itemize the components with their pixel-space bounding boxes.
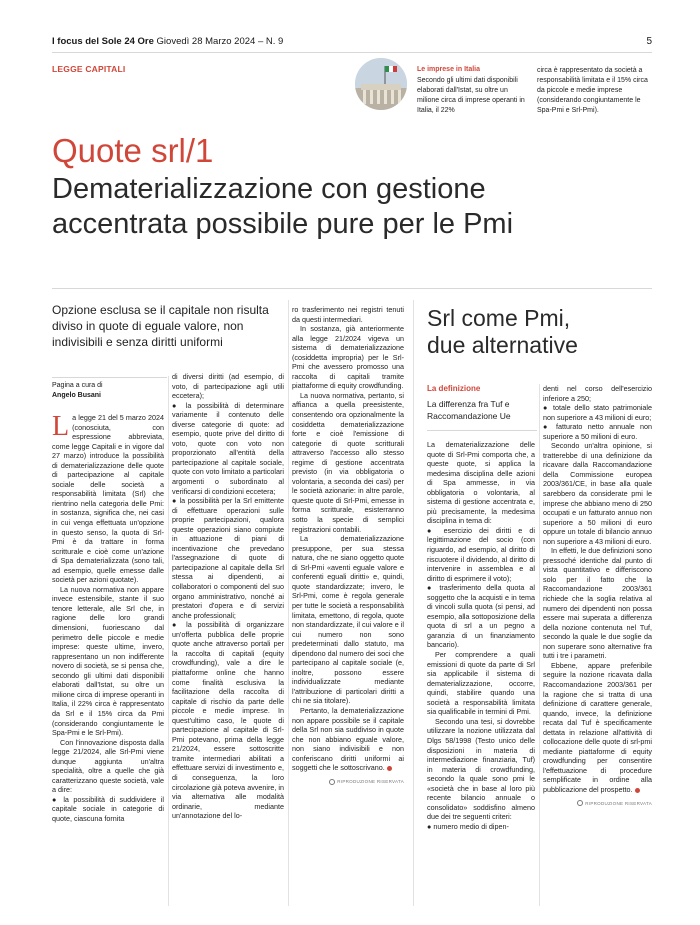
headline-line-1: Dematerializzazione con gestione — [52, 173, 486, 205]
parliament-photo — [355, 58, 407, 110]
col4-paragraph-3: Secondo una tesi, si dovrebbe utilizzare la nozione utilizzata dal Dlgs 58/1998 (Testo unico delle disposizioni in materia di intermediazione finanziaria, Tuf) in materia di crowdfunding, secondo la quale sono pmi le «società che in base al loro più recente bilancio annuale o consolidato» soddisfino almeno due dei tre seguenti criteri: — [427, 716, 535, 822]
col4-bullet-3-text: numero medio di dipen- — [433, 821, 509, 831]
col2-bullet-2: ● la possibilità di determinare variamente il contenuto delle diverse categorie di quote: ad esempio, quote prive del diritto di voto, quote con voto non proporzionato all'entità della partecipazione al capitale sociale, quote con voto limitato a particolari argomenti o subordinato al verificarsi di condizioni eccetera; — [172, 400, 284, 496]
col1-paragraph-1: a legge 21 del 5 marzo 2024 (conosciuta, con espressione abbreviata, come legge Capitali e in vigore dal 27 marzo) introduce la possibilità di dematerializzazione delle quote di partecipazione al capitale sociale delle società a responsabilità limitata (Srl) che rientrino nella categoria delle Pmi: in sostanza, significa che, nei casi in cui venga effettuata un'opzione in questo senso, la quota di Srl-Pmi è da trattare in forma scritturale e cioè come un'azione di Spa dematerializzata (sono tali, ad esempio, quelle emesse dalle società per azioni quotate). — [52, 413, 164, 585]
credits-author: Angelo Busani — [52, 392, 102, 399]
box-divider — [413, 300, 414, 906]
infobox-text-2: circa è rappresentato da società a responsabilità limitata e il 15% circa da piccole e medie imprese (considerando congiuntamente le Spa-Pmi e Srl-Pmi). — [537, 67, 648, 114]
header-rule — [52, 52, 652, 53]
col3-paragraph-4 — [292, 706, 404, 773]
col1-bullet-1: ● la possibilità di suddividere il capitale sociale in categorie di quote, ciascuna fornita — [52, 794, 164, 823]
col1-paragraph-2: La nuova normativa non appare invece estensibile, stante il suo tenore letterale, alle Srl che, in ragione delle loro grandi dimensioni, fuoriescano dal perimetro delle piccole e medie imprese: queste ultime, invero, rappresentano un non indifferente novero di società, se si pensa che, secondo gli ultimi dati disponibili elaborati dall'Istat, su oltre un milione circa di imprese operanti in Italia, il 22% circa è rappresentato da Srl e il 15% circa da Pmi (considerando congiuntamente le Spa-Pmi e le Srl-Pmi). — [52, 584, 164, 738]
end-mark-icon — [635, 788, 640, 793]
drop-cap: L — [52, 411, 70, 442]
column-divider — [288, 300, 289, 906]
end-mark-icon — [387, 766, 392, 771]
headline — [52, 172, 652, 242]
infobox-title: Le imprese in Italia — [417, 66, 481, 73]
article-summary: Opzione esclusa se il capitale non risulta diviso in quote di eguale valore, non indivisibili e senza diritti uniformi — [52, 303, 269, 349]
col5-paragraph-3 — [543, 661, 652, 795]
col4-paragraph-2: Per comprendere a quali emissioni di quote da parte di Srl sia applicabile il sistema di dematerializzazione, occorre, quindi, stabilire quando una società a responsabilità limitata sia qualificabile in termini di Pmi. — [427, 650, 535, 717]
issue-date: Giovedì 28 Marzo 2024 — [156, 36, 256, 47]
col5-paragraph-2: In effetti, le due definizioni sono pressoché identiche dal punto di vista quantitativo e differiscono solo per il fatto che la Raccomandazione 2003/361 richiede che la soglia relativa al numero dei dipendenti non possa essere mai superata a differenza della nozione contenuta nel Tuf, secondo la quale le due soglie da non superare sono alternative fra tutti i tre i parametri. — [543, 546, 652, 661]
col2-bullet-2-text: la possibilità di determinare variamente il contenuto delle diverse categorie di quote: ad esempio, quote prive del diritto di voto, quote con voto non proporzionato all'entità della partecipazione al capitale sociale, quote con voto limitato a particolari argomenti o subordinato al verificarsi di condizioni eccetera; — [172, 400, 284, 496]
col4-bullet-2-text: trasferimento della quota al soggetto che la acquisti e in tema di vincoli sulla quota (si pensi, ad esempio, alla sottoposizione della quota di srl a un pegno a garanzia di un finanziamento bancario). — [427, 583, 535, 650]
credits-rule — [52, 377, 167, 378]
infobox-text-1: Secondo gli ultimi dati disponibili elaborati dall'Istat, su oltre un milione circa di imprese operanti in Italia, il 22% — [417, 77, 525, 114]
column-divider — [168, 376, 169, 906]
col4-bullet-1: ● esercizio dei diritti e di legittimazione del socio (con riguardo, ad esempio, al diritto di riscuotere il dividendo, al diritto di intervenire in assemblea e al diritto di esprimere il voto); — [427, 525, 535, 583]
col1-paragraph-3: Con l'innovazione disposta dalla legge 21/2024, alle Srl-Pmi viene dunque aggiunta un'altra specialità, oltre a quelle che già caratterizzano queste società, vale a dire: — [52, 737, 164, 795]
col3-paragraph-2: La nuova normativa, pertanto, si affianca a quella preesistente, consentendo ora opzionalmente la cosiddetta dematerializzazione forte e cioè l'emissione di categorie di quote scritturali attraverso l'accesso allo stesso regime di gestione accentrata previsto (in via obbligatoria o volontaria, a seconda dei casi) per le società azionarie: in altre parole, queste quote di Srl-Pmi, emesse in forma scritturale, esisterranno sotto la specie di semplici registrazioni contabili. — [292, 390, 404, 534]
sidebox-heading-line-1: Srl come Pmi, — [427, 305, 571, 331]
col2-paragraph-0: di diversi diritti (ad esempio, di voto, di partecipazione agli utili eccetera); — [172, 372, 284, 401]
sidebox-heading — [427, 305, 647, 359]
col5-paragraph-3-text: Ebbene, appare preferibile seguire la nozione ricavata dalla Raccomandazione 2003/361 per la ragione che si tratta di una definizione di carattere generale, quando, invece, la definizione recata dal Tuf è specificamente dettata in relazione all'attività di collocazione delle quote di srl-pmi mediante piattaforme di equity crowdfunding per consentire l'effettuazione di procedure semplificate in ordine alla pubblicazione del prospetto. — [543, 660, 652, 794]
col3-paragraph-1: In sostanza, già anteriormente alla legge 21/2024 vigeva un sistema di dematerializzazione (cosiddetta impropria) per le Srl-Pmi che avessero promosso una raccolta di capitali tramite piattaforme di equity crowdfunding. — [292, 324, 404, 391]
col4-bullet-1-text: esercizio dei diritti e di legittimazione del socio (con riguardo, ad esempio, al diritto di riscuotere il dividendo, al diritto di intervenire in assemblea e al diritto di esprimere il voto); — [427, 525, 535, 583]
col4-bullet-3: ● numero medio di dipen- — [427, 821, 509, 831]
col3-paragraph-4-text: Pertanto, la dematerializzazione non appare possibile se il capitale della Srl non sia suddiviso in quote che non abbiano eguale valore, non siano indivisibili e non conferiscano diritti uniformi ai soggetti che le sottoscrivano. — [292, 705, 404, 773]
sidebox-heading-line-2: due alternative — [427, 332, 578, 358]
col5-bullet-5-text: fatturato netto annuale non superiore a 50 milioni di euro. — [543, 422, 653, 441]
col5-bullet-4-text: totale dello stato patrimoniale non superiore a 43 milioni di euro; — [543, 403, 653, 422]
page-header: I focus del Sole 24 Ore Giovedì 28 Marzo 2024 – N. 9 5 — [52, 36, 652, 47]
title-rule — [52, 288, 652, 289]
sidebox-column-2 — [543, 384, 652, 808]
headline-line-2: accentrata possibile pure per le Pmi — [52, 208, 514, 240]
kicker: Quote srl/1 — [52, 132, 214, 169]
col5-bullet-4: ● totale dello stato patrimoniale non superiore a 43 milioni di euro; — [543, 403, 653, 422]
article-column-2 — [172, 372, 284, 821]
col5-bullet-5: ● fatturato netto annuale non superiore a 50 milioni di euro. — [543, 422, 653, 441]
col2-bullet-3-text: la possibilità per la Srl emittente di effettuare operazioni sulle proprie partecipazioni, qualora queste operazioni siano compiute in attuazione di piani di incentivazione che prevedano l'assegnazione di quote di partecipazione al capitale della Srl stessa ai dipendenti, ai collaboratori o componenti del suo organo amministrativo, nonché ai prestatori d'opera e di servizi anche professionali; — [172, 496, 284, 620]
col2-bullet-4-text: la possibilità di organizzare un'offerta pubblica delle proprie quote anche attraverso portali per la raccolta di capitali (equity crowdfunding), vale a dire le piattaforme online che hanno come finalità esclusiva la facilitazione della raccolta di capitale di rischio da parte delle piccole e medie imprese. In quest'ultimo caso, le quote di partecipazione al capitale di Srl-Pmi potevano, prima della legge 21/2024, essere sottoscritte tramite intermediari abilitati a effettuare servizi di investimento e, di conseguenza, la loro circolazione già poteva avvenire, in via alternativa alle modalità ordinarie, mediante un'annotazione del lo- — [172, 620, 285, 821]
sidebox-column-1 — [427, 440, 535, 831]
page-number: 5 — [646, 36, 652, 47]
col3-paragraph-0: ro trasferimento nei registri tenuti da questi intermediari. — [292, 305, 404, 324]
col2-bullet-4: ● la possibilità di organizzare un'offerta pubblica delle proprie quote anche attraverso portali per la raccolta di capitali (equity crowdfunding), vale a dire le piattaforme online che hanno come finalità esclusiva la facilitazione della raccolta di capitale di rischio da parte delle piccole e medie imprese. In quest'ultimo caso, le quote di partecipazione al capitale di Srl-Pmi potevano, prima della legge 21/2024, essere sottoscritte tramite intermediari abilitati a effettuare servizi di investimento e, di conseguenza, la loro circolazione già poteva avvenire, in via alternativa alle modalità ordinarie, mediante un'annotazione del lo- — [172, 620, 285, 821]
col4-paragraph-1: La dematerializzazione delle quote di Srl-Pmi comporta che, a queste quote, si applica la medesima disciplina delle azioni di Spa ammesse, in via obbligatoria o volontaria, al sistema di gestione accentrata e, più precisamente, la medesima disciplina in tema di: — [427, 440, 535, 526]
col4-bullet-2: ● trasferimento della quota al soggetto che la acquisti e in tema di vincoli sulla quota (si pensi, ad esempio, alla sottoposizione della quota di srl a un pegno a garanzia di un finanziamento bancario). — [427, 583, 535, 650]
definition-label: La definizione — [427, 384, 481, 393]
issue-number: N. 9 — [265, 36, 284, 47]
definition-subtitle: La differenza fra Tuf e Raccomandazione Ue — [427, 399, 511, 421]
credits-label: Pagina a cura di — [52, 382, 103, 389]
article-column-3 — [292, 305, 404, 786]
copyright-notice: RIPRODUZIONE RISERVATA — [329, 779, 404, 784]
col1-bullet-1-text: la possibilità di suddividere il capitale sociale in categorie di quote, ciascuna fornita — [52, 794, 164, 823]
col2-bullet-3: ● la possibilità per la Srl emittente di effettuare operazioni sulle proprie partecipazioni, qualora queste operazioni siano compiute in attuazione di piani di incentivazione che prevedano l'assegnazione di quote di partecipazione al capitale della Srl stessa ai dipendenti, ai collaboratori o componenti del suo organo amministrativo, nonché ai prestatori d'opera e di servizi anche professionali; — [172, 496, 284, 620]
credits — [52, 381, 162, 401]
copyright-notice: RIPRODUZIONE RISERVATA — [577, 801, 652, 806]
sidebox-rule — [427, 430, 537, 431]
publication-name: I focus del Sole 24 Ore — [52, 36, 154, 47]
col3-paragraph-3: La dematerializzazione presuppone, per sua stessa natura, che ne siano oggetto quote di Srl-Pmi «aventi eguale valore e conferenti eguali diritti» e, quindi, quote standardizzate; invero, le Srl-Pmi, come è regola generale per tutte le società a responsabilità limitata, emettono, di regola, quote non standardizzate, il cui valore e il cui numero non sono predeterminati dallo statuto, ma dipendono dal numero dei soci che partecipano al capitale sociale (e, inoltre, possono essere individualizzate mediante l'attribuzione di particolari diritti a chi ne sia titolare). — [292, 534, 404, 706]
col5-paragraph-1: Secondo un'altra opinione, si tratterebbe di una definizione da ricavare dalla Raccomandazione della Commissione europea 2003/361/CE, in base alla quale sarebbero da considerate pmi le imprese che abbiano meno di 250 occupati e un fatturato annuo non superiore a 50 milioni di euro oppure un totale di bilancio annuo non superiore a 43 milioni di euro. — [543, 441, 652, 546]
article-column-1 — [52, 413, 164, 824]
column-divider — [539, 384, 540, 906]
section-label: LEGGE CAPITALI — [52, 64, 126, 74]
col5-paragraph-0: denti nel corso dell'esercizio inferiore a 250; — [543, 384, 652, 403]
